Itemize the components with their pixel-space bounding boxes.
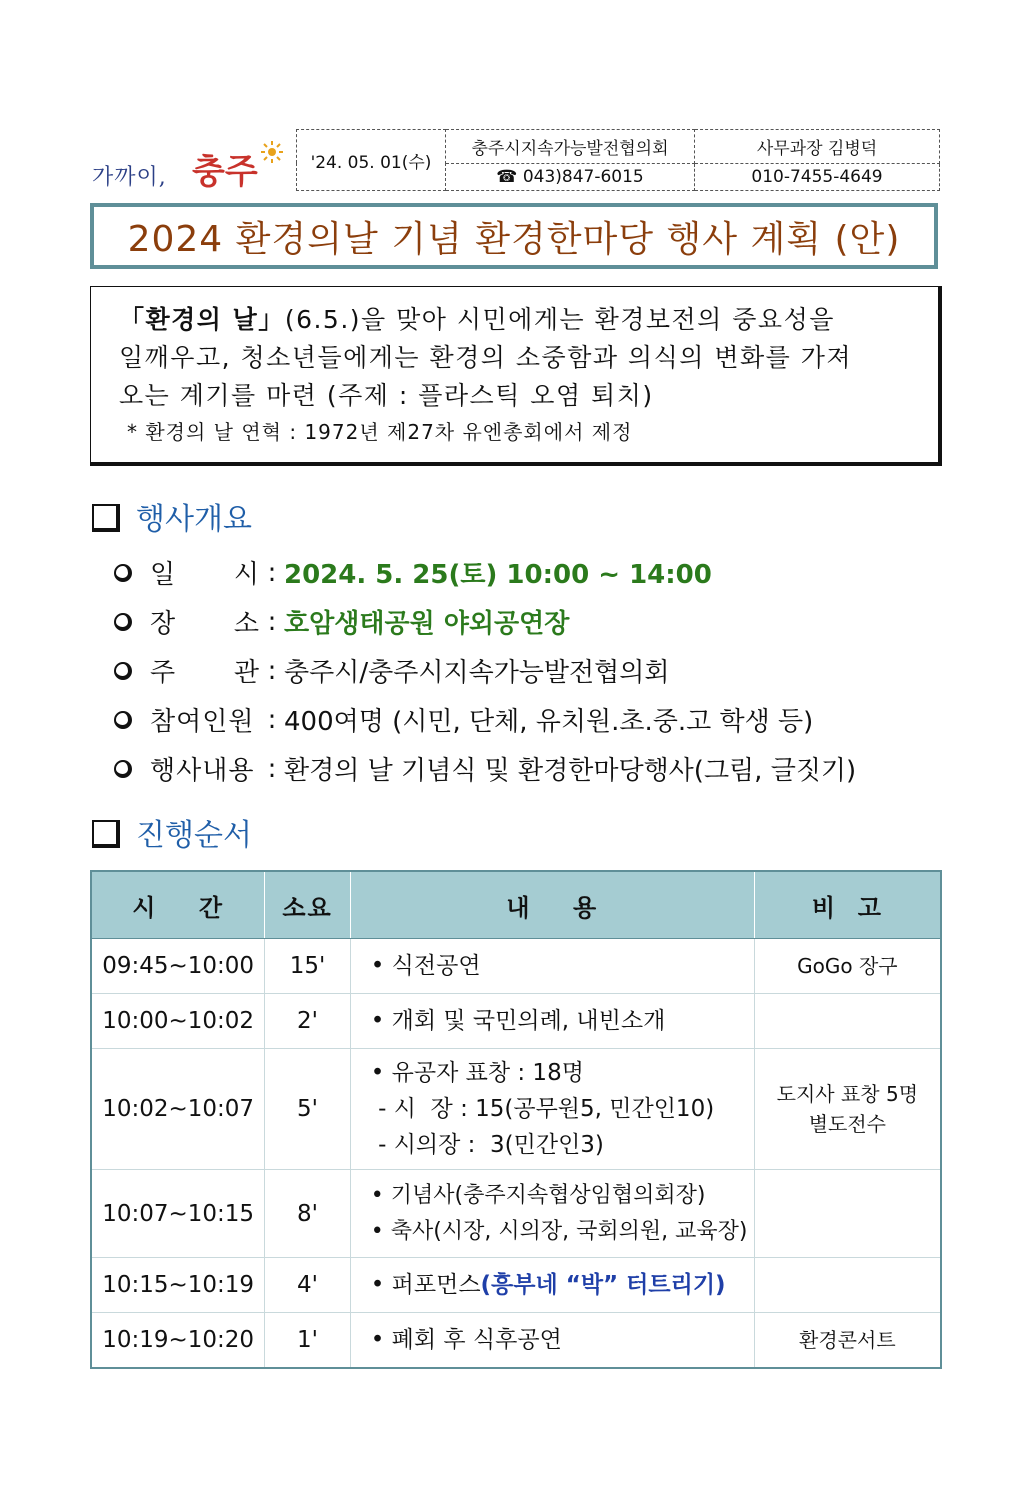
- sun-icon: [260, 140, 284, 164]
- item-separator: :: [267, 704, 277, 735]
- column-header-content: 내 용: [350, 871, 754, 939]
- circle-bullet-icon: [114, 613, 132, 631]
- cell-duration: 15': [265, 939, 350, 994]
- summary-note: * 환경의 날 연혁 : 1972년 제27차 유엔총회에서 제정: [127, 420, 633, 444]
- content-line: - 시 장 : 15(공무원5, 민간인10): [370, 1096, 715, 1122]
- cell-content: [350, 1170, 754, 1258]
- cell-duration: 4': [265, 1258, 350, 1313]
- summary-line-3: 오는 계기를 마련 (주제 : 플라스틱 오염 퇴치): [119, 381, 654, 410]
- table-row: [91, 1313, 941, 1368]
- overview-list: [114, 548, 934, 793]
- cell-content: [350, 1049, 754, 1170]
- cell-duration: 1': [265, 1313, 350, 1368]
- schedule-table: [90, 870, 942, 1369]
- label-part: 일: [150, 560, 177, 590]
- item-label: [150, 554, 260, 591]
- cell-time: 10:19~10:20: [91, 1313, 265, 1368]
- content-line: • 식전공연: [370, 953, 481, 979]
- table-row: [91, 1170, 941, 1258]
- venue-value: 호암생태공원 야외공연장: [284, 609, 570, 639]
- checkbox-square-icon: [92, 820, 120, 848]
- item-label: 행사내용: [150, 756, 255, 786]
- logo-slogan: 가까이,: [92, 165, 167, 190]
- cell-duration: 8': [265, 1170, 350, 1258]
- cell-time: 10:00~10:02: [91, 994, 265, 1049]
- circle-bullet-icon: [114, 564, 132, 582]
- participants-value: 400여명 (시민, 단체, 유치원.초.중.고 학생 등): [284, 707, 814, 737]
- environment-day-label: 「환경의 날」: [119, 305, 285, 334]
- list-item-venue: [114, 597, 934, 646]
- label-part: 시: [233, 560, 260, 590]
- column-header-duration: 소요: [265, 871, 350, 939]
- circle-bullet-icon: [114, 662, 132, 680]
- document-date: '24. 05. 01(수): [297, 130, 446, 191]
- cell-note: [754, 1170, 941, 1258]
- document-title-text: 2024 환경의날 기념 환경한마당 행사 계획 (안): [127, 218, 901, 260]
- summary-line-1: [119, 301, 914, 339]
- item-separator: :: [267, 606, 277, 637]
- summary-line-1-rest: (6.5.)을 맞아 시민에게는 환경보전의 중요성을: [284, 305, 835, 334]
- schedule-heading: [92, 810, 252, 854]
- cell-time: 09:45~10:00: [91, 939, 265, 994]
- table-row: [91, 1258, 941, 1313]
- column-header-note: 비 고: [754, 871, 941, 939]
- circle-bullet-icon: [114, 760, 132, 778]
- cell-content: [350, 1313, 754, 1368]
- table-row: [91, 994, 941, 1049]
- content-line: - 시의장 : 3(민간인3): [370, 1132, 604, 1158]
- cell-time: 10:07~10:15: [91, 1170, 265, 1258]
- table-header-row: [91, 871, 941, 939]
- cell-time: 10:02~10:07: [91, 1049, 265, 1170]
- content-line: • 유공자 표창 : 18명: [370, 1060, 584, 1086]
- list-item-program: [114, 744, 934, 793]
- content-line: • 기념사(충주지속협상임협의회장): [370, 1182, 706, 1208]
- cell-time: 10:15~10:19: [91, 1258, 265, 1313]
- summary-line-2: 일깨우고, 청소년들에게는 환경의 소중함과 의식의 변화를 가져: [119, 343, 853, 372]
- column-header-time: 시 간: [91, 871, 265, 939]
- cell-duration: 2': [265, 994, 350, 1049]
- cell-content: [350, 994, 754, 1049]
- label-part: 소: [233, 609, 260, 639]
- table-row: [91, 1049, 941, 1170]
- list-item-date: [114, 548, 934, 597]
- schedule-heading-text: 진행순서: [136, 818, 252, 853]
- program-value: 환경의 날 기념식 및 환경한마당행사(그림, 글짓기): [284, 756, 857, 786]
- cell-content: [350, 939, 754, 994]
- content-line: • 개회 및 국민의례, 내빈소개: [370, 1008, 666, 1034]
- office-phone: ☎ 043)847-6015: [446, 163, 695, 190]
- event-date-value: 2024. 5. 25(토) 10:00 ~ 14:00: [284, 560, 712, 590]
- item-separator: :: [267, 557, 277, 588]
- logo-city: 충주: [192, 152, 258, 192]
- performance-highlight: (흥부네 “박” 터트리기): [480, 1272, 726, 1298]
- item-label: [150, 652, 260, 689]
- host-value: 충주시/충주시지속가능발전협의회: [284, 658, 670, 688]
- label-part: 주: [150, 658, 177, 688]
- cell-note: GoGo 장구: [754, 939, 941, 994]
- label-part: 관: [233, 658, 260, 688]
- content-line: • 축사(시장, 시의장, 국회의원, 교육장): [370, 1218, 748, 1244]
- content-line: • 퍼포먼스: [370, 1272, 481, 1298]
- item-separator: :: [267, 753, 277, 784]
- checkbox-square-icon: [92, 504, 120, 532]
- cell-note: 도지사 표창 5명 별도전수: [754, 1049, 941, 1170]
- overview-heading-text: 행사개요: [136, 502, 252, 537]
- document-title: [90, 203, 938, 269]
- item-separator: :: [267, 655, 277, 686]
- overview-heading: [92, 494, 252, 538]
- circle-bullet-icon: [114, 711, 132, 729]
- item-label: 참여인원: [150, 707, 255, 737]
- organization-name: 충주시지속가능발전협의회: [446, 130, 695, 164]
- cell-note: [754, 1258, 941, 1313]
- list-item-participants: [114, 695, 934, 744]
- table-row: [91, 939, 941, 994]
- contact-info-table: [296, 129, 940, 191]
- cell-duration: 5': [265, 1049, 350, 1170]
- content-line: • 폐회 후 식후공연: [370, 1326, 562, 1353]
- summary-box: [90, 286, 942, 466]
- cell-note: [754, 994, 941, 1049]
- contact-person: 사무과장 김병덕: [695, 130, 940, 164]
- item-label: [150, 603, 260, 640]
- city-logo: [92, 140, 292, 192]
- cell-content: [350, 1258, 754, 1313]
- label-part: 장: [150, 609, 177, 639]
- list-item-host: [114, 646, 934, 695]
- cell-note: 환경콘서트: [754, 1313, 941, 1368]
- mobile-phone: 010-7455-4649: [695, 163, 940, 190]
